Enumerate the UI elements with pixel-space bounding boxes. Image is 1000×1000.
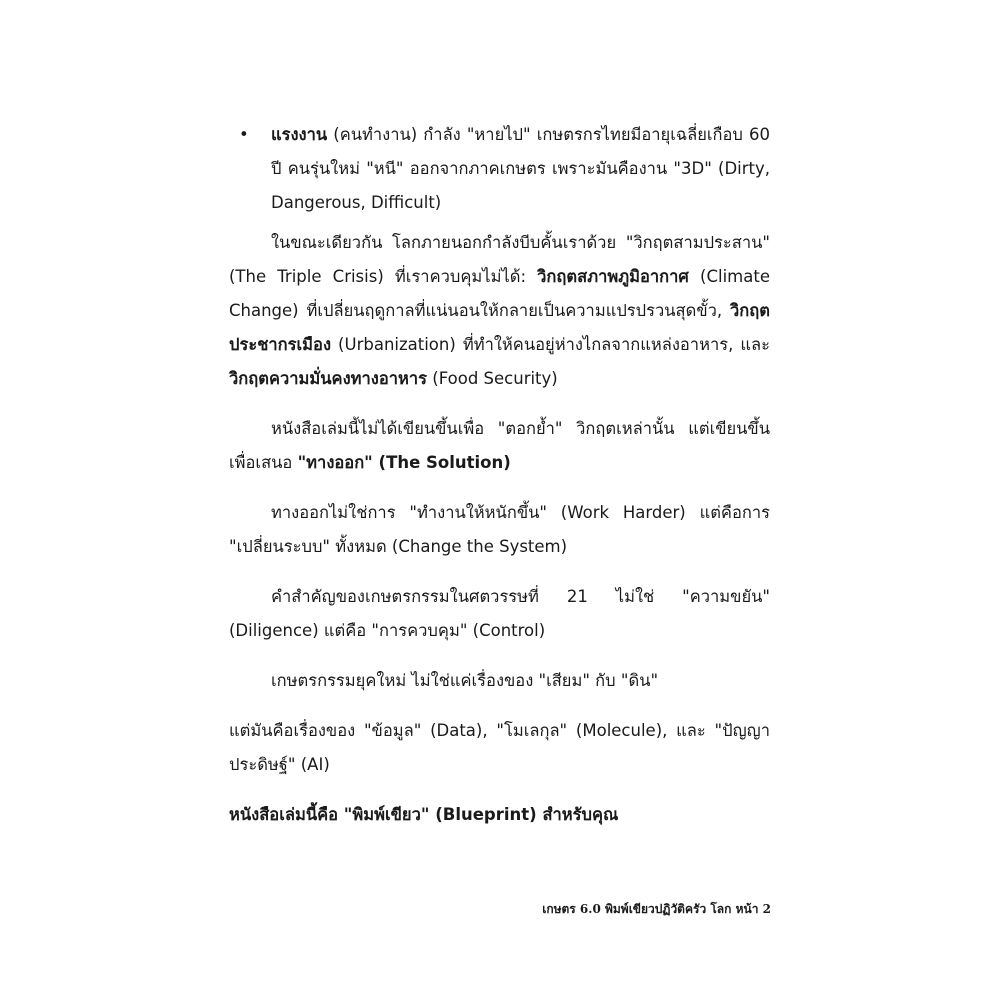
para1-bold-urbanization: วิกฤตประชากรเมือง — [229, 301, 770, 354]
para2-text-1: หนังสือเล่มนี้ไม่ได้เขียนขึ้นเพื่อ "ตอกย้ำ" วิกฤตเหล่านั้น แต่เขียนขึ้นเพื่อเสนอ — [229, 419, 770, 472]
bullet-text: (คนทำงาน) กำลัง "หายไป" เกษตรกรไทยมีอายุเฉลี่ยเกือบ 60 ปี คนรุ่นใหม่ "หนี" ออกจากภาคเกษตร เพราะมันคืองาน "3D" (Dirty, Dangerous, Difficult) — [271, 125, 770, 212]
para2-bold-solution: "ทางออก" (The Solution) — [297, 453, 511, 472]
para1-bold-food-security: วิกฤตความมั่นคงทางอาหาร — [229, 369, 428, 388]
bullet-dot: • — [239, 125, 249, 144]
para1-text-2: (Climate Change) ที่เปลี่ยนฤดูกาลที่แน่นอนให้กลายเป็นความแปรปรวนสุดขั้ว, — [229, 267, 770, 320]
paragraph-data-molecule-ai: แต่มันคือเรื่องของ "ข้อมูล" (Data), "โมเลกุล" (Molecule), และ "ปัญญาประดิษฐ์" (AI) — [229, 721, 770, 774]
para1-bold-climate: วิกฤตสภาพภูมิอากาศ — [537, 267, 689, 286]
page-body — [229, 118, 770, 848]
closing-statement: หนังสือเล่มนี้คือ "พิมพ์เขียว" (Blueprint) สำหรับคุณ — [229, 805, 619, 824]
paragraph-control: คำสำคัญของเกษตรกรรมในศตวรรษที่ 21 ไม่ใช่ "ความขยัน" (Diligence) แต่คือ "การควบคุม" (Control) — [229, 587, 770, 640]
para1-text-4: (Food Security) — [427, 369, 558, 388]
para1-text-3: (Urbanization) ที่ทำให้คนอยู่ห่างไกลจากแหล่งอาหาร, และ — [331, 335, 770, 354]
paragraph-triple-crisis — [229, 226, 770, 396]
paragraph-change-system: ทางออกไม่ใช่การ "ทำงานให้หนักขึ้น" (Work Harder) แต่คือการ "เปลี่ยนระบบ" ทั้งหมด (Change the System) — [229, 503, 770, 556]
para1-text-1: ในขณะเดียวกัน โลกภายนอกกำลังบีบคั้นเราด้วย "วิกฤตสามประสาน" (The Triple Crisis) ที่เราควบคุมไม่ได้: — [229, 233, 770, 286]
paragraph-modern-agriculture: เกษตรกรรมยุคใหม่ ไม่ใช่แค่เรื่องของ "เสียม" กับ "ดิน" — [271, 671, 659, 690]
paragraph-solution — [229, 412, 770, 480]
bullet-item-labor — [229, 118, 770, 220]
page-footer: เกษตร 6.0 พิมพ์เขียวปฏิวัติครัว โลก หน้า 2 — [542, 902, 771, 916]
bullet-term: แรงงาน — [271, 125, 328, 144]
